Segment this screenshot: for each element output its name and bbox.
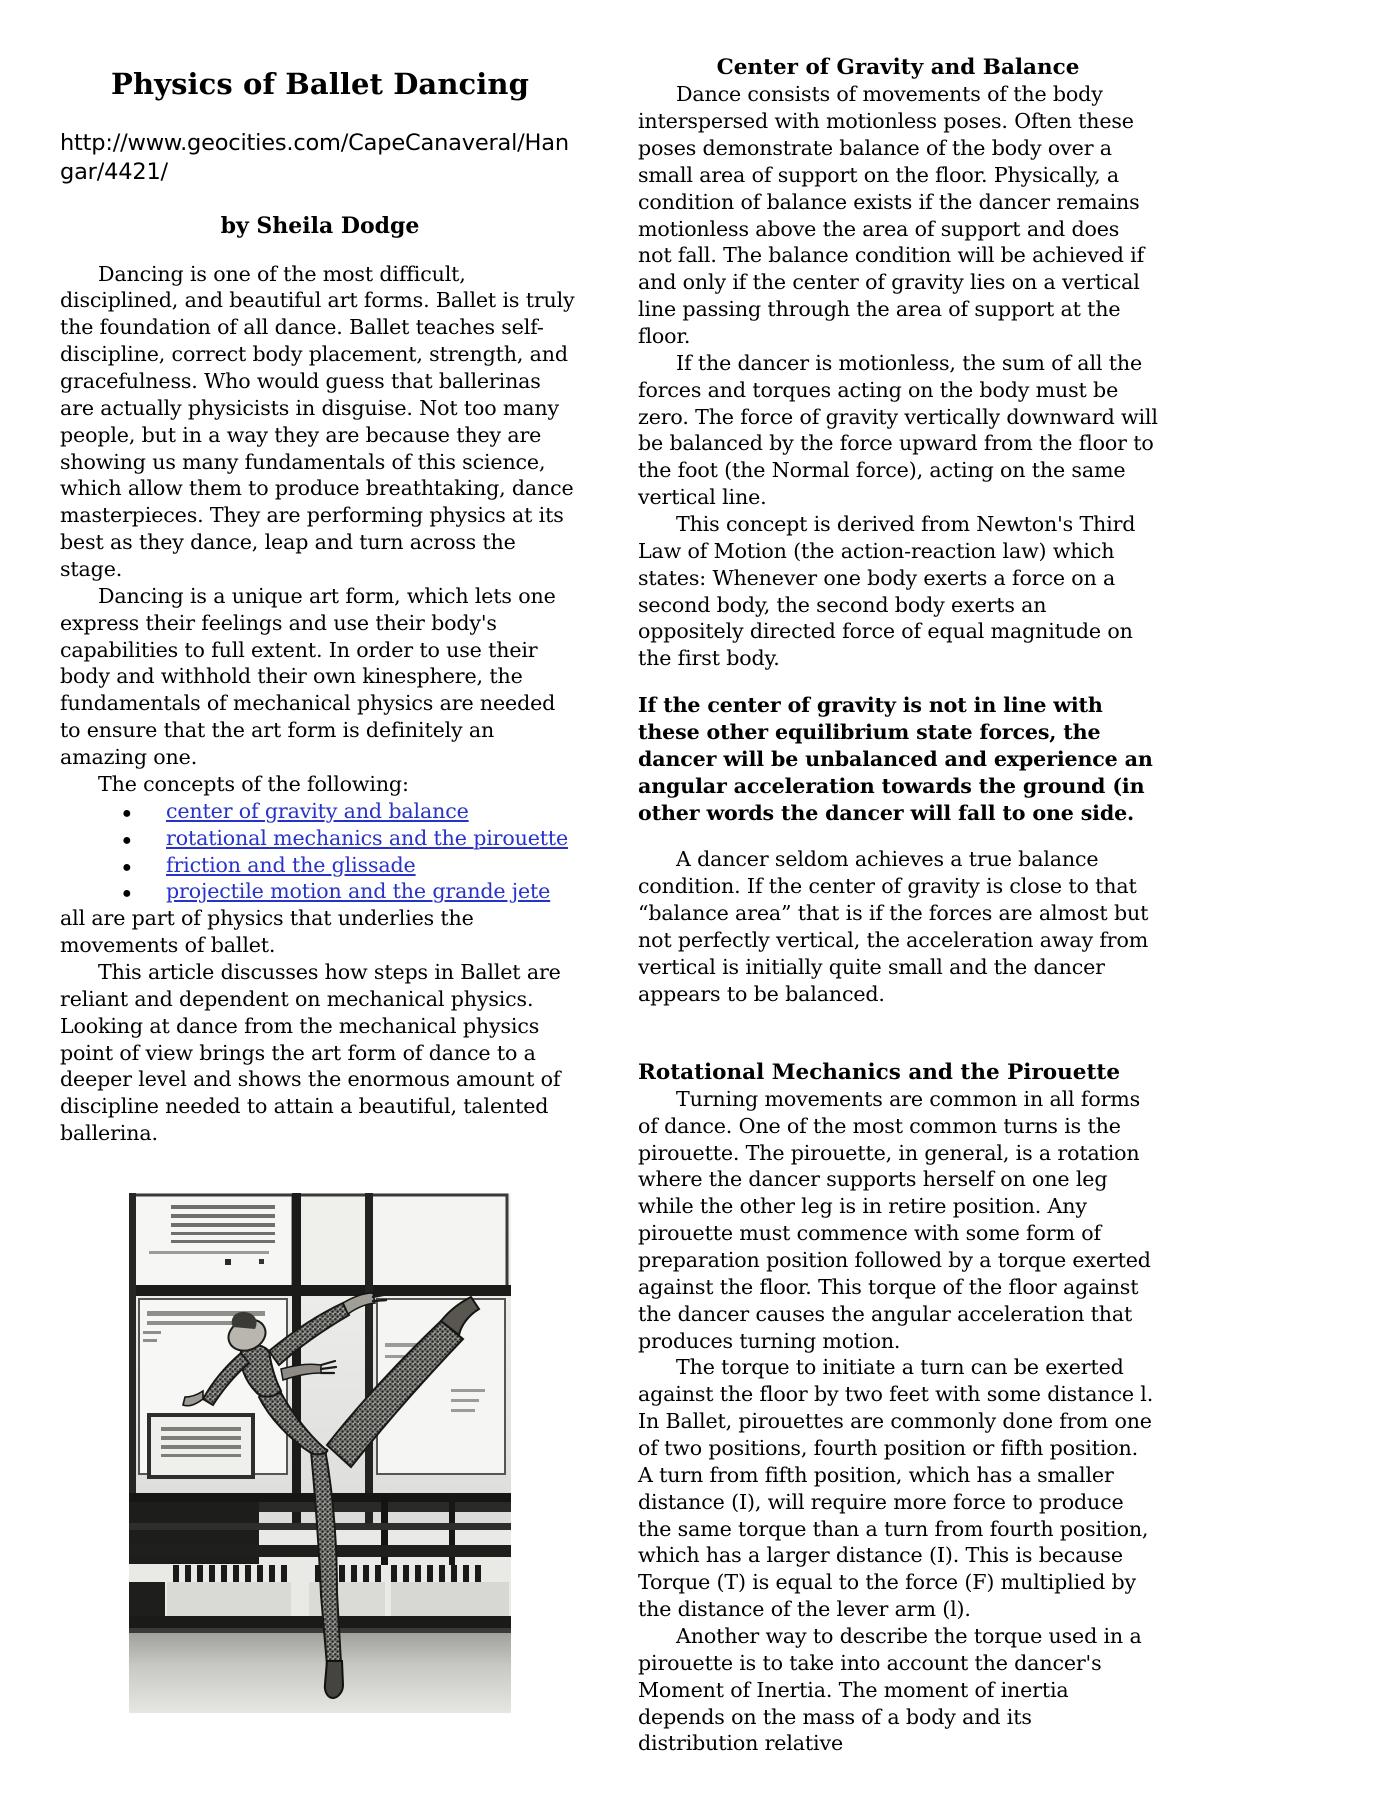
ballerina-photo-wrapper [60, 1193, 580, 1713]
bullet-icon: ● [122, 858, 132, 876]
bullet-icon: ● [122, 804, 132, 822]
concepts-list [60, 798, 580, 905]
ballerina-photo [129, 1193, 511, 1713]
bullet-icon: ● [122, 885, 132, 903]
link-rotational-mechanics-and-the-pirouette[interactable]: rotational mechanics and the pirouette [166, 825, 569, 850]
paragraph-intro-1: Dancing is one of the most difficult, disciplined, and beautiful art forms. Ballet is truly the foundation of all dance. Ballet teaches self-discipline, correct body placement, strength, and gracefulness. Who would guess that ballerinas are actually physicists in disguise. Not too many people, but in a way they are because they are showing us many fundamentals of this science, which allow them to produce breathtaking, dance masterpieces. They are performing physics at its best as they dance, leap and turn across the stage. [60, 261, 575, 582]
section-heading-rotational-mechanics: Rotational Mechanics and the Pirouette [638, 1059, 1120, 1085]
section-heading-center-of-gravity: Center of Gravity and Balance [716, 55, 1080, 80]
paragraph-rot-2: The torque to initiate a turn can be exerted against the floor by two feet with some distance l. In Ballet, pirouettes are commonly done from one of two positions, fourth position or fifth position. A turn from fifth position, which has a smaller distance (I), will require more force to produce the same torque than a turn from fourth position, which has a larger distance (I). This is because Torque (T) is equal to the force (F) multiplied by the distance of the lever arm (l). [638, 1355, 1154, 1622]
paragraph-gap [638, 826, 1158, 846]
paragraph-after-list: all are part of physics that underlies the movements of ballet. [60, 906, 474, 958]
page-title: Physics of Ballet Dancing [111, 67, 529, 101]
list-item[interactable] [60, 825, 580, 852]
paragraph-cog-3: This concept is derived from Newton's Third Law of Motion (the action-reaction law) which states: Whenever one body exerts a force on a second body, the second body exerts an oppositely directed force of equal magnitude on the first body. [638, 511, 1136, 671]
byline: by Sheila Dodge [220, 212, 420, 239]
paragraph-emphasis-unbalanced: If the center of gravity is not in line with these other equilibrium state forces, the dancer will be unbalanced and experience an angular acceleration towards the ground (in other words the dancer will fall to one side. [638, 693, 1153, 825]
link-projectile-motion-and-the-grande-jete[interactable]: projectile motion and the grande jete [166, 879, 551, 904]
source-url: http://www.geocities.com/CapeCanaveral/Hangar/4421/ [60, 130, 569, 185]
two-column-layout [60, 55, 1331, 1757]
section-gap [638, 1008, 1158, 1060]
paragraph-cog-1: Dance consists of movements of the body interspersed with motionless poses. Often these poses demonstrate balance of the body over a small area of support on the floor. Physically, a condition of balance exists if the dancer remains motionless above the area of support and does not fall. The balance condition will be achieved if and only if the center of gravity lies on a vertical line passing through the area of support at the floor. [638, 82, 1145, 348]
list-item[interactable] [60, 852, 580, 879]
paragraph-cog-2: If the dancer is motionless, the sum of all the forces and torques acting on the body must be zero. The force of gravity vertically downward will be balanced by the force upward from the floor to the foot (the Normal force), acting on the same vertical line. [638, 350, 1158, 510]
paragraph-article-summary: This article discusses how steps in Ballet are reliant and dependent on mechanical physics. Looking at dance from the mechanical physics point of view brings the art form of dance to a deeper level and shows the enormous amount of discipline needed to attain a beautiful, talented ballerina. [60, 959, 561, 1146]
bullet-icon: ● [122, 831, 132, 849]
link-friction-and-the-glissade[interactable]: friction and the glissade [166, 852, 416, 877]
paragraph-gap [638, 672, 1158, 692]
paragraph-rot-1: Turning movements are common in all forms of dance. One of the most common turns is the pirouette. The pirouette, in general, is a rotation where the dancer supports herself on one leg while the other leg is in retire position. Any pirouette must commence with some form of preparation position followed by a torque exerted against the floor. This torque of the floor against the dancer causes the angular acceleration that produces turning motion. [638, 1086, 1151, 1353]
left-column [60, 55, 580, 1713]
right-column [638, 55, 1158, 1757]
paragraph-true-balance: A dancer seldom achieves a true balance condition. If the center of gravity is close to that “balance area” that is if the forces are almost but not perfectly vertical, the acceleration away from vertical is initially quite small and the dancer appears to be balanced. [638, 847, 1149, 1006]
paragraph-rot-3: Another way to describe the torque used in a pirouette is to take into account the dancer's Moment of Inertia. The moment of inertia depends on the mass of a body and its distribution relative [638, 1623, 1142, 1756]
paragraph-intro-2: Dancing is a unique art form, which lets one express their feelings and use their body's capabilities to full extent. In order to use their body and withhold their own kinesphere, the fundamentals of mechanical physics are needed to ensure that the art form is definitely an amazing one. [60, 583, 556, 770]
paragraph-concepts-lead: The concepts of the following: [98, 771, 409, 796]
list-item[interactable] [60, 878, 580, 905]
list-item[interactable] [60, 798, 580, 825]
link-center-of-gravity-and-balance[interactable]: center of gravity and balance [166, 798, 469, 823]
